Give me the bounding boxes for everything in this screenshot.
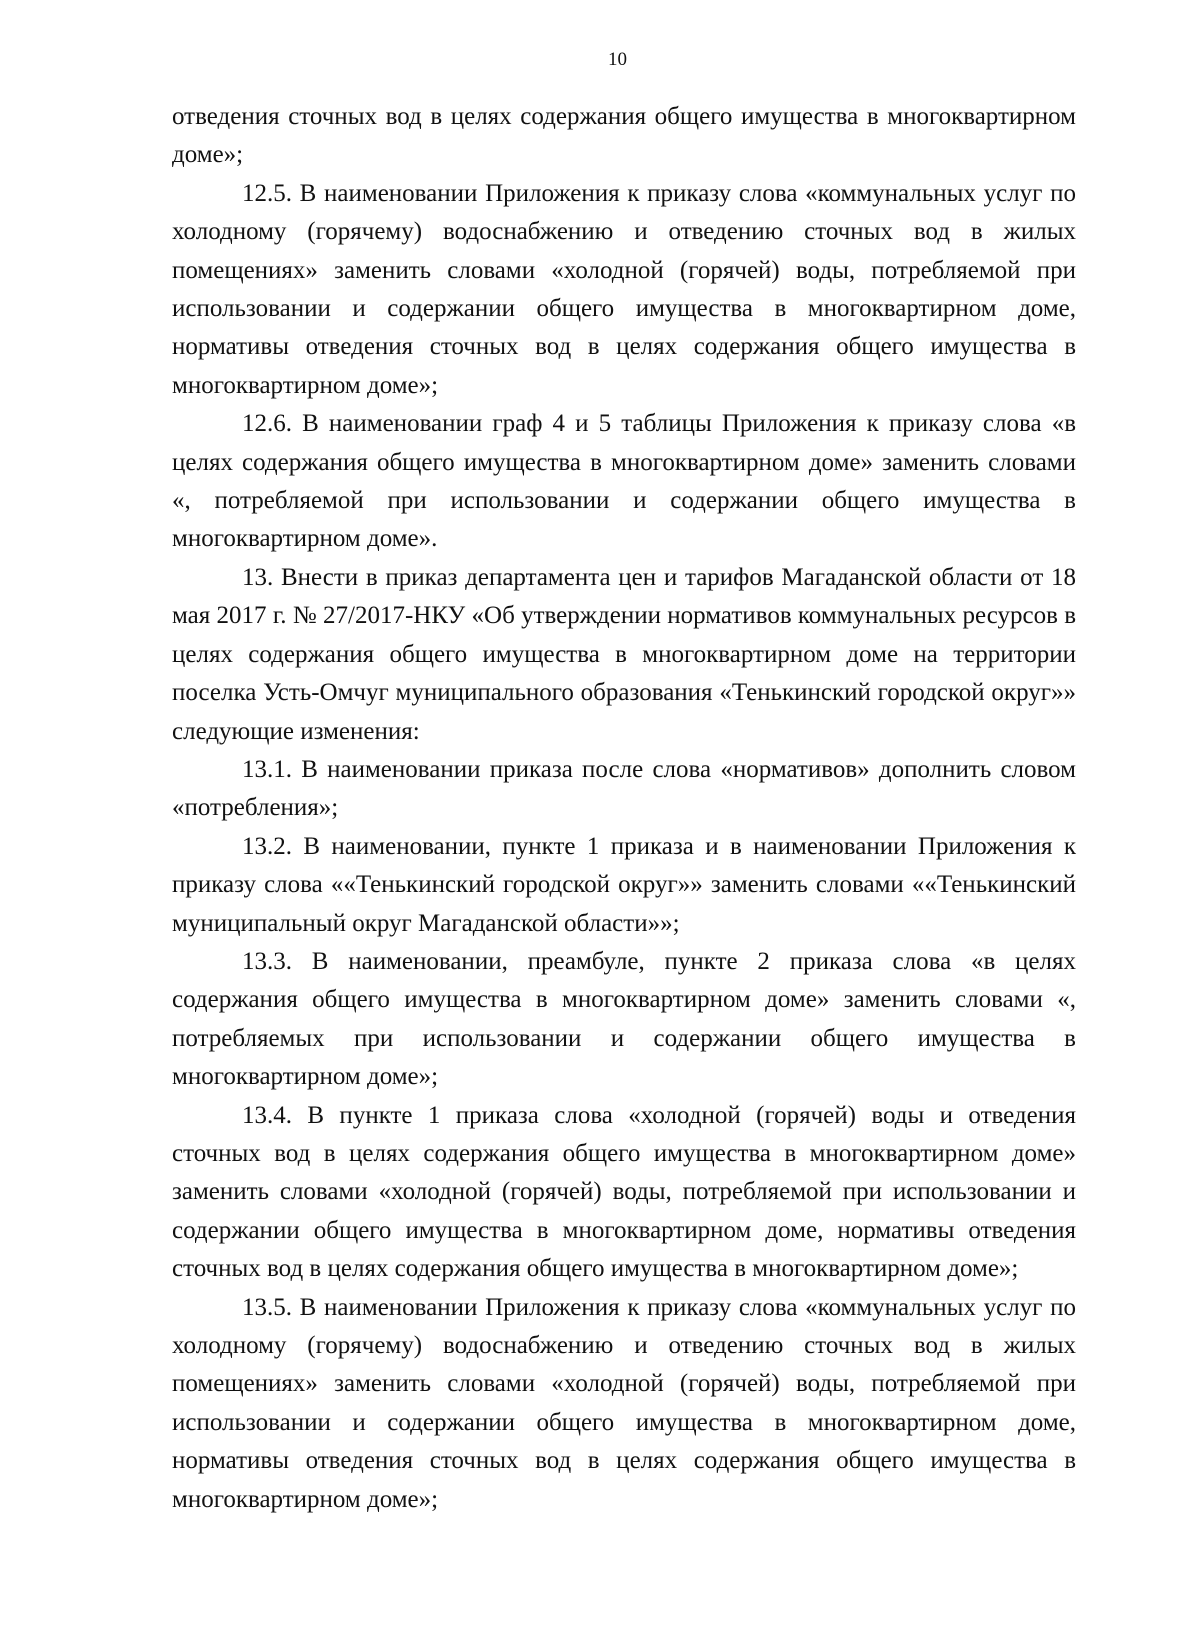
paragraph-13-3: 13.3. В наименовании, преамбуле, пункте 2 приказа слова «в целях содержания общего имущества в многоквартирном доме» заменить словами «, потребляемых при использовании и содержании общего имущества в многоквартирном доме»; [172, 947, 1076, 1091]
paragraph-13-4: 13.4. В пункте 1 приказа слова «холодной (горячей) воды и отведения сточных вод в целях содержания общего имущества в многоквартирном доме» заменить словами «холодной (горячей) воды, потребляемой при использовании и содержании общего имущества в многоквартирном доме, нормативы отведения сточных вод в целях содержания общего имущества в многоквартирном доме»; [172, 1101, 1076, 1283]
paragraph-12-6: 12.6. В наименовании граф 4 и 5 таблицы Приложения к приказу слова «в целях содержания общего имущества в многоквартирном доме» заменить словами «, потребляемой при использовании и содержании общего имущества в многоквартирном доме». [172, 410, 1076, 553]
page-number: 10 [608, 49, 627, 70]
paragraph-continuation: отведения сточных вод в целях содержания общего имущества в многоквартирном доме»; [172, 103, 1076, 169]
document-body [172, 98, 1076, 1519]
paragraph-13-5: 13.5. В наименовании Приложения к приказу слова «коммунальных услуг по холодному (горячему) водоснабжению и отведению сточных вод в жилых помещениях» заменить словами «холодной (горячей) воды, потребляемой при использовании и содержании общего имущества в многоквартирном доме, нормативы отведения сточных вод в целях содержания общего имущества в многоквартирном доме»; [172, 1293, 1076, 1513]
paragraph-13: 13. Внести в приказ департамента цен и тарифов Магаданской области от 18 мая 2017 г. № 27/2017-НКУ «Об утверждении нормативов коммунальных ресурсов в целях содержания общего имущества в многоквартирном доме на территории поселка Усть-Омчуг муниципального образования «Тенькинский городской округ»» следующие изменения: [172, 563, 1076, 745]
paragraph-12-5: 12.5. В наименовании Приложения к приказу слова «коммунальных услуг по холодному (горячему) водоснабжению и отведению сточных вод в жилых помещениях» заменить словами «холодной (горячей) воды, потребляемой при использовании и содержании общего имущества в многоквартирном доме, нормативы отведения сточных вод в целях содержания общего имущества в многоквартирном доме»; [172, 179, 1076, 399]
paragraph-13-2: 13.2. В наименовании, пункте 1 приказа и в наименовании Приложения к приказу слова ««Тенькинский городской округ»» заменить словами ««Тенькинский муниципальный округ Магаданской области»»; [172, 832, 1076, 937]
paragraph-13-1: 13.1. В наименовании приказа после слова «нормативов» дополнить словом «потребления»; [172, 755, 1076, 822]
